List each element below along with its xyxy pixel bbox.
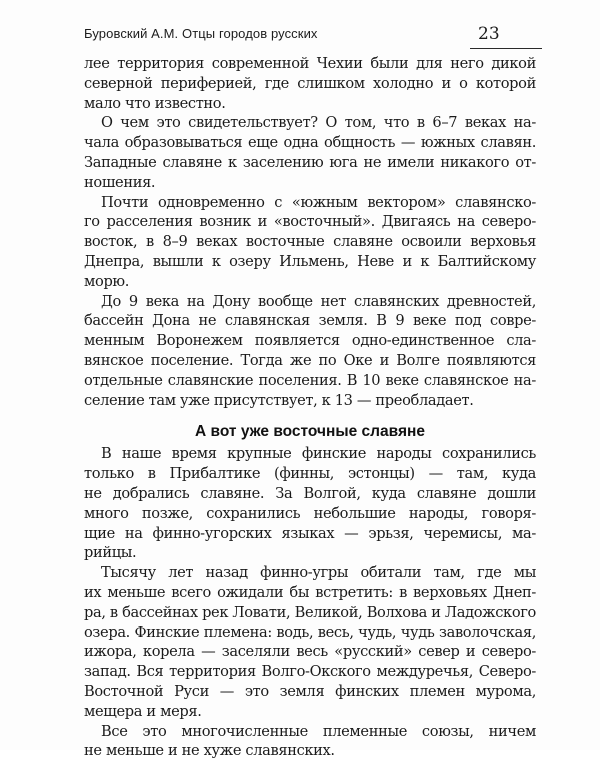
text-line: менным Воронежем появляется одно-единственное сла- — [84, 331, 536, 351]
text-line: вянское поселение. Тогда же по Оке и Волге появляются — [84, 351, 536, 371]
paragraph-2 — [84, 113, 536, 192]
text-line: не добрались славяне. За Волгой, куда славяне дошли — [84, 484, 536, 504]
text-line: рийцы. — [84, 543, 536, 563]
paragraph-3 — [84, 193, 536, 292]
text-line: отдельные славянские поселения. В 10 веке славянское на- — [84, 371, 536, 391]
text-line: Тысячу лет назад финно-угры обитали там, где мы — [84, 563, 536, 583]
text-line: Почти одновременно с «южным вектором» славянско- — [84, 193, 536, 213]
header-rule — [470, 48, 542, 49]
text-line: мещера и меря. — [84, 702, 536, 722]
text-line: О чем это свидетельствует? О том, что в 6–7 веках на- — [84, 113, 536, 133]
text-line: только в Прибалтике (финны, эстонцы) — там, куда — [84, 464, 536, 484]
text-line: До 9 века на Дону вообще нет славянских древностей, — [84, 292, 536, 312]
body-text — [84, 54, 536, 761]
text-line: много позже, сохранились небольшие народы, говоря- — [84, 504, 536, 524]
text-line: щие на финно-угорских языках — эрьзя, черемисы, ма- — [84, 524, 536, 544]
text-line: чала образовываться еще одна общность — южных славян. — [84, 133, 536, 153]
text-line: Западные славяне к заселению юга не имели никакого от- — [84, 153, 536, 173]
section-heading: А вот уже восточные славяне — [84, 422, 536, 442]
paragraph-6 — [84, 563, 536, 721]
text-line: запад. Вся территория Волго-Окского междуречья, Северо- — [84, 662, 536, 682]
text-line: лее территория современной Чехии были для него дикой — [84, 54, 536, 74]
paragraph-7 — [84, 722, 536, 761]
text-line: северной периферией, где слишком холодно и о которой — [84, 74, 536, 94]
text-line: морю. — [84, 272, 536, 292]
text-line: селение там уже присутствует, к 13 — преобладает. — [84, 391, 536, 411]
text-line: Восточной Руси — это земля финских племен мурома, — [84, 682, 536, 702]
text-line: В наше время крупные финские народы сохранились — [84, 444, 536, 464]
text-line: Все это многочисленные племенные союзы, ничем — [84, 722, 536, 742]
page-number: 23 — [478, 24, 500, 44]
text-line: ношения. — [84, 173, 536, 193]
text-line: не меньше и не хуже славянских. — [84, 741, 536, 761]
paragraph-1 — [84, 54, 536, 113]
text-line: мало что известно. — [84, 94, 536, 114]
running-head-title: Буровский А.М. Отцы городов русских — [84, 26, 318, 41]
text-line: ижора, корела — заселяли весь «русский» север и северо- — [84, 642, 536, 662]
text-line: озера. Финские племена: водь, весь, чудь, чудь заволочская, — [84, 623, 536, 643]
text-line: ра, в бассейнах рек Ловати, Великой, Волхова и Ладожского — [84, 603, 536, 623]
paragraph-4 — [84, 292, 536, 411]
text-line: их меньше всего ожидали бы встретить: в верховьях Днеп- — [84, 583, 536, 603]
text-line: восток, в 8–9 веках восточные славяне освоили верховья — [84, 232, 536, 252]
text-line: Днепра, вышли к озеру Ильмень, Неве и к Балтийскому — [84, 252, 536, 272]
text-line: бассейн Дона не славянская земля. В 9 веке под совре- — [84, 311, 536, 331]
paragraph-5 — [84, 444, 536, 563]
text-line: го расселения возник и «восточный». Двигаясь на северо- — [84, 212, 536, 232]
